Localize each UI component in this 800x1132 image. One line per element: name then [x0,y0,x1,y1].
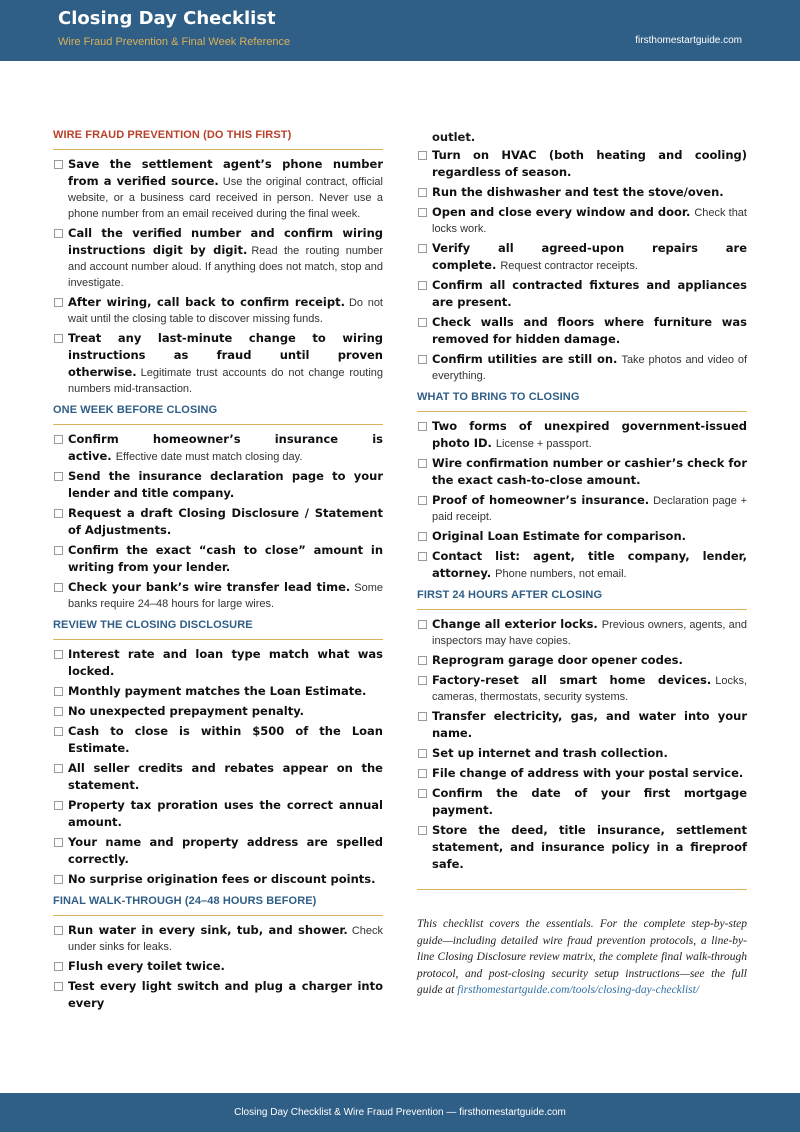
item-lead-text: Your name and property address are spelled correctly. [68,835,383,866]
item-lead-text: Treat any last-minute change to wiring instructions as fraud until proven otherwise. [68,331,383,379]
item-lead-text: No unexpected prepayment penalty. [68,704,305,718]
closing-note-text: This checklist covers the essentials. For the complete step-by-step guide—including detailed wire fraud prevention protocols, a line-by-line Closing Disclosure review matrix, the complete final walk-through protocol, and post-closing security setup instructions—see the full guide at [417,918,747,996]
full-guide-link[interactable]: firsthomestartguide.com/tools/closing-day-checklist/ [457,984,700,996]
checkbox[interactable] [418,656,427,665]
checkbox[interactable] [54,687,63,696]
checklist-item[interactable] [53,468,383,502]
item-lead-text: Request a draft Closing Disclosure / Statement of Adjustments. [68,506,383,537]
checkbox[interactable] [418,712,427,721]
item-lead-text: Contact list: agent, title company, lender, attorney. [432,549,747,580]
section-title: WIRE FRAUD PREVENTION (DO THIS FIRST) [53,129,383,150]
checklist-item[interactable] [53,922,383,955]
checklist-item[interactable] [417,455,747,489]
checkbox[interactable] [54,650,63,659]
checklist-item[interactable] [53,723,383,757]
item-note-text: Some banks require 24–48 hours for large wires. [68,582,383,610]
walkthrough-continued-list [417,147,747,384]
checkbox[interactable] [418,208,427,217]
header-site-link[interactable]: firsthomestartguide.com [635,35,742,46]
checklist-item[interactable] [53,225,383,291]
right-column [417,129,747,999]
continued-item-text: outlet. [432,130,476,144]
item-lead-text: Send the insurance declaration page to your lender and title company. [68,469,383,500]
checkbox[interactable] [418,749,427,758]
item-note-text: Request contractor receipts. [500,260,638,272]
section-title: FINAL WALK-THROUGH (24–48 HOURS BEFORE) [53,895,383,916]
checklist-item[interactable] [417,418,747,452]
checkbox[interactable] [418,676,427,685]
item-lead-text: Original Loan Estimate for comparison. [432,529,687,543]
checklist-item[interactable] [53,958,383,975]
checklist-section [53,129,383,397]
checkbox[interactable] [418,281,427,290]
checkbox[interactable] [418,188,427,197]
section-title: FIRST 24 HOURS AFTER CLOSING [417,589,747,610]
checklist-item[interactable] [417,785,747,819]
checklist-item[interactable] [53,542,383,576]
checklist [53,431,383,612]
item-lead-text: Set up internet and trash collection. [432,746,668,760]
checklist-item[interactable] [53,683,383,700]
header-banner [0,0,800,61]
item-lead-text: Proof of homeowner’s insurance. [432,493,650,507]
section-title: WHAT TO BRING TO CLOSING [417,391,747,412]
checkbox[interactable] [54,801,63,810]
checkbox[interactable] [54,435,63,444]
item-lead-text: No surprise origination fees or discount points. [68,872,376,886]
item-lead-text: Transfer electricity, gas, and water into your name. [432,709,747,740]
item-lead-text: Monthly payment matches the Loan Estimate. [68,684,367,698]
checklist-item[interactable] [53,760,383,794]
checklist [53,922,383,1012]
section-title: REVIEW THE CLOSING DISCLOSURE [53,619,383,640]
checklist-item[interactable] [53,294,383,327]
checklist-item[interactable] [53,978,383,1012]
checklist [53,156,383,397]
closing-note [417,916,747,999]
item-note-text: License + passport. [495,438,592,450]
checkbox[interactable] [54,509,63,518]
checklist [417,418,747,582]
checklist-item[interactable] [417,548,747,582]
checkbox[interactable] [54,160,63,169]
checkbox[interactable] [54,962,63,971]
checkbox[interactable] [54,583,63,592]
item-lead-text: Open and close every window and door. [432,205,691,219]
item-lead-text: Property tax proration uses the correct annual amount. [68,798,383,829]
item-lead-text: Verify all agreed-upon repairs are complete. [432,241,747,272]
item-lead-text: File change of address with your postal service. [432,766,744,780]
item-lead-text: Confirm homeowner’s insurance is active. [68,432,383,463]
item-lead-text: Run water in every sink, tub, and shower. [68,923,348,937]
checklist-item[interactable] [53,330,383,397]
checklist-section [53,619,383,888]
item-lead-text: Wire confirmation number or cashier’s check for the exact cash-to-close amount. [432,456,747,487]
checkbox[interactable] [54,334,63,343]
checklist-item[interactable] [53,871,383,888]
checklist-item[interactable] [53,579,383,612]
item-lead-text: Call the verified number and confirm wiring instructions digit by digit. [68,226,383,257]
checkbox[interactable] [418,151,427,160]
item-note-text: Read the routing number and account number aloud. If anything does not match, stop and investigate. [68,245,383,289]
checkbox[interactable] [418,496,427,505]
checklist-item[interactable] [417,147,747,181]
checkbox[interactable] [54,926,63,935]
checkbox[interactable] [418,552,427,561]
item-note-text: Legitimate trust accounts do not change routing numbers mid-transaction. [68,367,383,395]
item-note-text: Do not wait until the closing table to discover missing funds. [68,297,383,325]
item-lead-text: Confirm the exact “cash to close” amount in writing from your lender. [68,543,383,574]
item-lead-text: Confirm the date of your first mortgage payment. [432,786,747,817]
left-column [53,129,383,1019]
checklist-item[interactable] [53,431,383,465]
checklist-item[interactable] [417,314,747,348]
checklist-item[interactable] [53,797,383,831]
item-lead-text: Flush every toilet twice. [68,959,225,973]
checklist-item[interactable] [417,745,747,762]
item-lead-text: Run the dishwasher and test the stove/oven. [432,185,724,199]
checklist-item[interactable] [53,156,383,222]
item-lead-text: Change all exterior locks. [432,617,598,631]
section-title: ONE WEEK BEFORE CLOSING [53,404,383,425]
checklist [417,616,747,873]
checkbox[interactable] [54,764,63,773]
checkbox[interactable] [54,546,63,555]
checklist-item[interactable] [417,708,747,742]
checklist-item[interactable] [53,505,383,539]
item-lead-text: Confirm all contracted fixtures and appliances are present. [432,278,747,309]
item-lead-text: Factory-reset all smart home devices. [432,673,712,687]
item-lead-text: Check your bank’s wire transfer lead time. [68,580,351,594]
checklist-item[interactable] [417,277,747,311]
checklist [53,646,383,888]
page-subtitle: Wire Fraud Prevention & Final Week Reference [58,36,291,48]
checklist-item[interactable] [417,351,747,384]
checklist-section [417,589,747,873]
checkbox[interactable] [418,826,427,835]
checkbox[interactable] [54,875,63,884]
checkbox[interactable] [418,789,427,798]
checkbox[interactable] [418,532,427,541]
checklist-item[interactable] [417,616,747,649]
item-lead-text: Turn on HVAC (both heating and cooling) regardless of season. [432,148,747,179]
checklist-item[interactable] [417,822,747,873]
checklist-item[interactable] [417,204,747,237]
checklist-item[interactable] [417,184,747,201]
checklist-item[interactable] [417,240,747,274]
item-note-text: Take photos and video of everything. [432,354,748,382]
footer-bar [0,1093,800,1132]
checklist-item[interactable] [417,672,747,705]
checkbox[interactable] [418,459,427,468]
footer-text: Closing Day Checklist & Wire Fraud Prevention — firsthomestartguide.com [234,1107,566,1118]
item-note-text: Locks, cameras, thermostats, security systems. [432,675,747,703]
item-lead-text: Test every light switch and plug a charger into every [68,979,383,1010]
item-lead-text: Check walls and floors where furniture was removed for hidden damage. [432,315,747,346]
item-note-text: Phone numbers, not email. [495,568,627,580]
checkbox[interactable] [418,244,427,253]
checklist-section [417,391,747,582]
checkbox[interactable] [418,422,427,431]
item-lead-text: Two forms of unexpired government-issued photo ID. [432,419,747,450]
checkbox[interactable] [54,229,63,238]
item-lead-text: Reprogram garage door opener codes. [432,653,683,667]
item-lead-text: After wiring, call back to confirm receipt. [68,295,345,309]
checkbox[interactable] [418,620,427,629]
checkbox[interactable] [54,838,63,847]
item-lead-text: Interest rate and loan type match what was locked. [68,647,383,678]
item-note-text: Previous owners, agents, and inspectors may have copies. [432,619,747,647]
item-lead-text: All seller credits and rebates appear on the statement. [68,761,383,792]
item-lead-text: Save the settlement agent’s phone number from a verified source. [68,157,383,188]
page-title: Closing Day Checklist [58,8,276,29]
checklist-item[interactable] [417,765,747,782]
checkbox[interactable] [54,298,63,307]
item-note-text: Check that locks work. [432,207,747,235]
checkbox[interactable] [54,982,63,991]
checkbox[interactable] [54,727,63,736]
item-lead-text: Cash to close is within $500 of the Loan Estimate. [68,724,383,755]
section-divider [417,889,747,890]
item-note-text: Declaration page + paid receipt. [432,495,747,523]
checklist-item[interactable] [53,646,383,680]
item-lead-text: Confirm utilities are still on. [432,352,618,366]
item-note-text: Effective date must match closing day. [115,451,303,463]
checklist-section [53,404,383,612]
item-note-text: Use the original contract, official website, or a business card received in person. Never use a phone number from an email received during the final week. [68,176,383,220]
checkbox[interactable] [418,355,427,364]
item-note-text: Check under sinks for leaks. [68,925,383,953]
checkbox[interactable] [418,318,427,327]
checklist-item[interactable] [417,492,747,525]
checkbox[interactable] [418,769,427,778]
checklist-item[interactable] [53,703,383,720]
checkbox[interactable] [54,707,63,716]
checklist-item[interactable] [417,652,747,669]
checklist-item[interactable] [53,834,383,868]
item-lead-text: Store the deed, title insurance, settlement statement, and insurance policy in a fireproof safe. [432,823,747,871]
checklist-section [53,895,383,1012]
checklist-item[interactable] [417,528,747,545]
checkbox[interactable] [54,472,63,481]
